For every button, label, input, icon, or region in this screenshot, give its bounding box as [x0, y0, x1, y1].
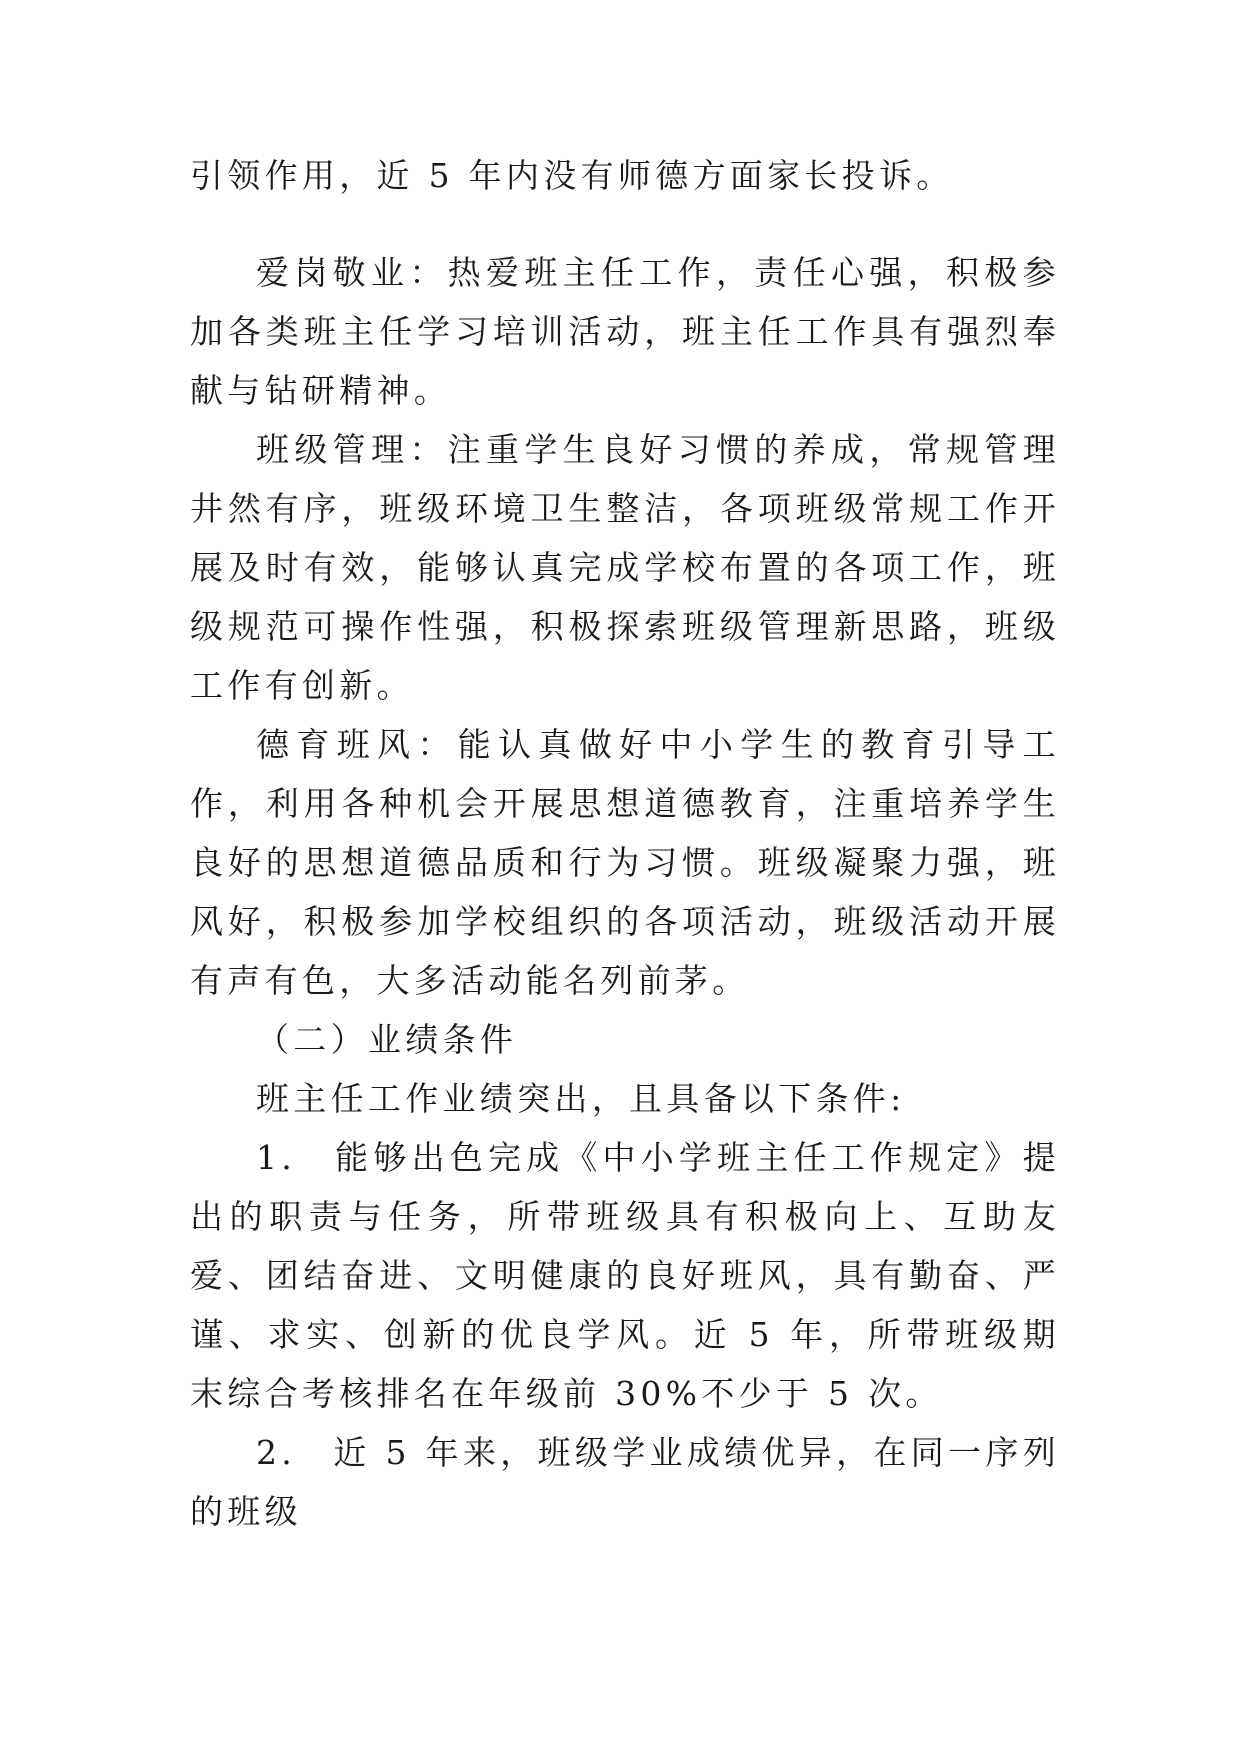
paragraph-moral-education: 德育班风：能认真做好中小学生的教育引导工作，利用各种机会开展思想道德教育，注重培养学生良好的思想道德品质和行为习惯。班级凝聚力强，班风好，积极参加学校组织的各项活动，班级活动开展有声有色，大多活动能名列前茅。 — [190, 725, 1060, 1000]
section-heading-performance: （二）业绩条件 — [256, 1020, 518, 1059]
paragraph-continuation: 引领作用，近 5 年内没有师德方面家长投诉。 — [190, 156, 954, 195]
list-item-2: 2. 近 5 年来，班级学业成绩优异，在同一序列的班级 — [190, 1433, 1060, 1531]
paragraph-class-management: 班级管理：注重学生良好习惯的养成，常规管理井然有序，班级环境卫生整洁，各项班级常规工作开展及时有效，能够认真完成学校布置的各项工作，班级规范可操作性强，积极探索班级管理新思路，班级工作有创新。 — [190, 430, 1060, 705]
document-body — [190, 146, 1060, 1541]
paragraph-performance-intro: 班主任工作业绩突出，且具备以下条件: — [256, 1079, 906, 1118]
paragraph-dedication: 爱岗敬业：热爱班主任工作，责任心强，积极参加各类班主任学习培训活动，班主任工作具有强烈奉献与钻研精神。 — [190, 253, 1060, 410]
list-item-1: 1. 能够出色完成《中小学班主任工作规定》提出的职责与任务，所带班级具有积极向上、互助友爱、团结奋进、文明健康的良好班风，具有勤奋、严谨、求实、创新的优良学风。近 5 年，所带班级期末综合考核排名在年级前 30%不少于 5 次。 — [190, 1138, 1060, 1413]
